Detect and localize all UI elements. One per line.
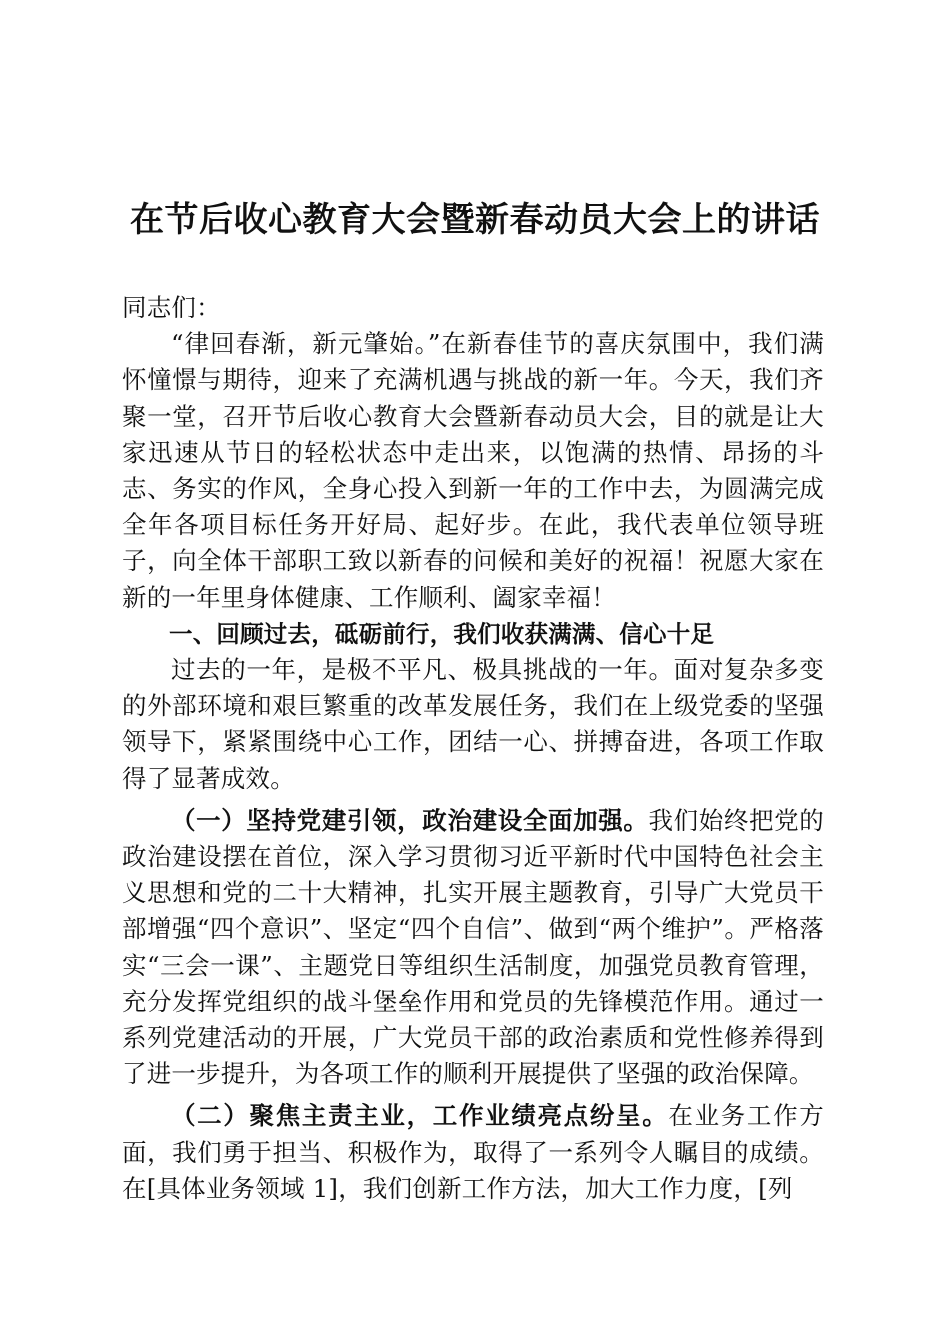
item-1-lead: （一）坚持党建引领，政治建设全面加强。	[171, 805, 649, 835]
section-1-intro-paragraph: 过去的一年，是极不平凡、极具挑战的一年。面对复杂多变的外部环境和艰巨繁重的改革发展任务，我们在上级党委的坚强领导下，紧紧围绕中心工作，团结一心、拼搏奋进，各项工作取得了显著成效。	[122, 655, 824, 793]
section-heading-1: 一、回顾过去，砥砺前行，我们收获满满、信心十足	[169, 619, 715, 648]
salutation: 同志们：	[122, 293, 221, 322]
document-body	[122, 290, 824, 1207]
item-1-text: 我们始终把党的政治建设摆在首位，深入学习贯彻习近平新时代中国特色社会主义思想和党的二十大精神，扎实开展主题教育，引导广大党员干部增强“四个意识”、坚定“四个自信”、做到“两个维护”。严格落实“三会一课”、主题党日等组织生活制度，加强党员教育管理，充分发挥党组织的战斗堡垒作用和党员的先锋模范作用。通过一系列党建活动的开展，广大党员干部的政治素质和党性修养得到了进一步提升，为各项工作的顺利开展提供了坚强的政治保障。	[122, 805, 824, 1089]
item-2-paragraph	[122, 1098, 824, 1207]
intro-paragraph: “律回春渐，新元肇始。”在新春佳节的喜庆氛围中，我们满怀憧憬与期待，迎来了充满机遇与挑战的新一年。今天，我们齐聚一堂，召开节后收心教育大会暨新春动员大会，目的就是让大家迅速从节日的轻松状态中走出来，以饱满的热情、昂扬的斗志、务实的作风，全身心投入到新一年的工作中去，为圆满完成全年各项目标任务开好局、起好步。在此，我代表单位领导班子，向全体干部职工致以新春的问候和美好的祝福！祝愿大家在新的一年里身体健康、工作顺利、阖家幸福！	[122, 329, 824, 612]
item-1-paragraph	[122, 803, 824, 1093]
item-2-text: 在业务工作方面，我们勇于担当、积极作为，取得了一系列令人瞩目的成绩。在[具体业务领域 1]，我们创新工作方法，加大工作力度，[列	[122, 1101, 824, 1203]
item-2-lead: （二）聚焦主责主业，工作业绩亮点纷呈。	[171, 1101, 669, 1131]
document-title: 在节后收心教育大会暨新春动员大会上的讲话	[130, 200, 820, 240]
